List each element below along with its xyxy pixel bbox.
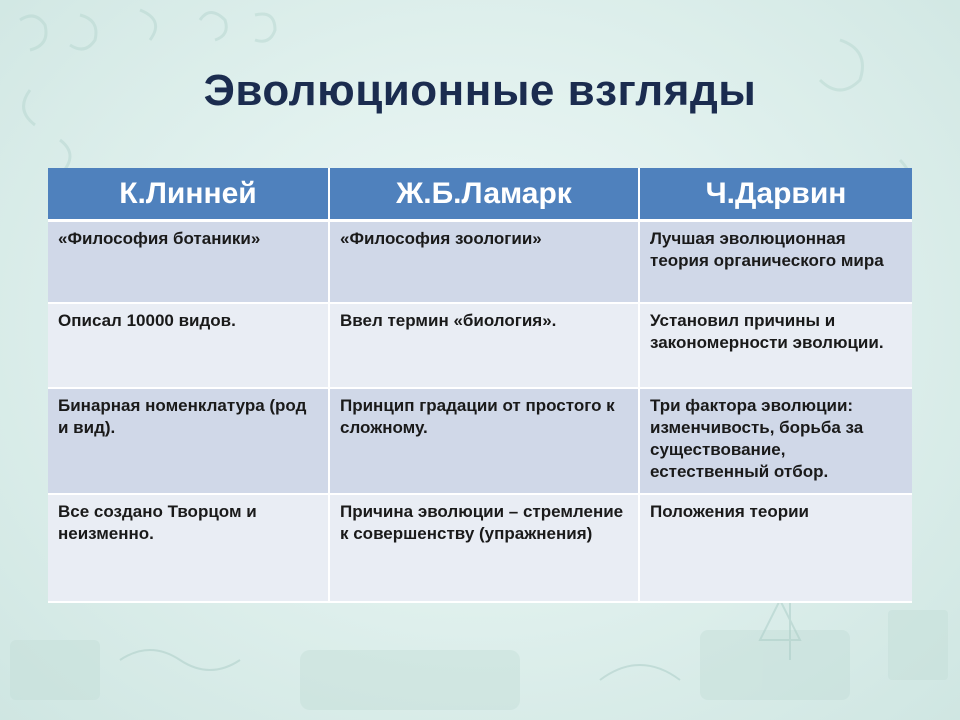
table-row — [48, 388, 912, 494]
table-header-row — [48, 168, 912, 221]
header-darwin: Ч.Дарвин — [639, 168, 912, 221]
table-row — [48, 221, 912, 304]
table-cell: Все создано Творцом и неизменно. — [48, 494, 329, 602]
table-cell: Три фактора эволюции: изменчивость, борьба за существование, естественный отбор. — [639, 388, 912, 494]
table-cell: «Философия зоологии» — [329, 221, 639, 304]
table-cell: Установил причины и закономерности эволюции. — [639, 303, 912, 388]
comparison-table — [48, 168, 912, 603]
table-cell: Положения теории — [639, 494, 912, 602]
table-cell: Лучшая эволюционная теория органического мира — [639, 221, 912, 304]
table-cell: Описал 10000 видов. — [48, 303, 329, 388]
table-cell: Принцип градации от простого к сложному. — [329, 388, 639, 494]
table-cell: «Философия ботаники» — [48, 221, 329, 304]
table-row — [48, 303, 912, 388]
table-cell: Ввел термин «биология». — [329, 303, 639, 388]
header-lamarck: Ж.Б.Ламарк — [329, 168, 639, 221]
header-linnaeus: К.Линней — [48, 168, 329, 221]
slide-title: Эволюционные взгляды — [203, 66, 757, 115]
table-row — [48, 494, 912, 602]
table-cell: Причина эволюции – стремление к совершенству (упражнения) — [329, 494, 639, 602]
table-cell: Бинарная номенклатура (род и вид). — [48, 388, 329, 494]
